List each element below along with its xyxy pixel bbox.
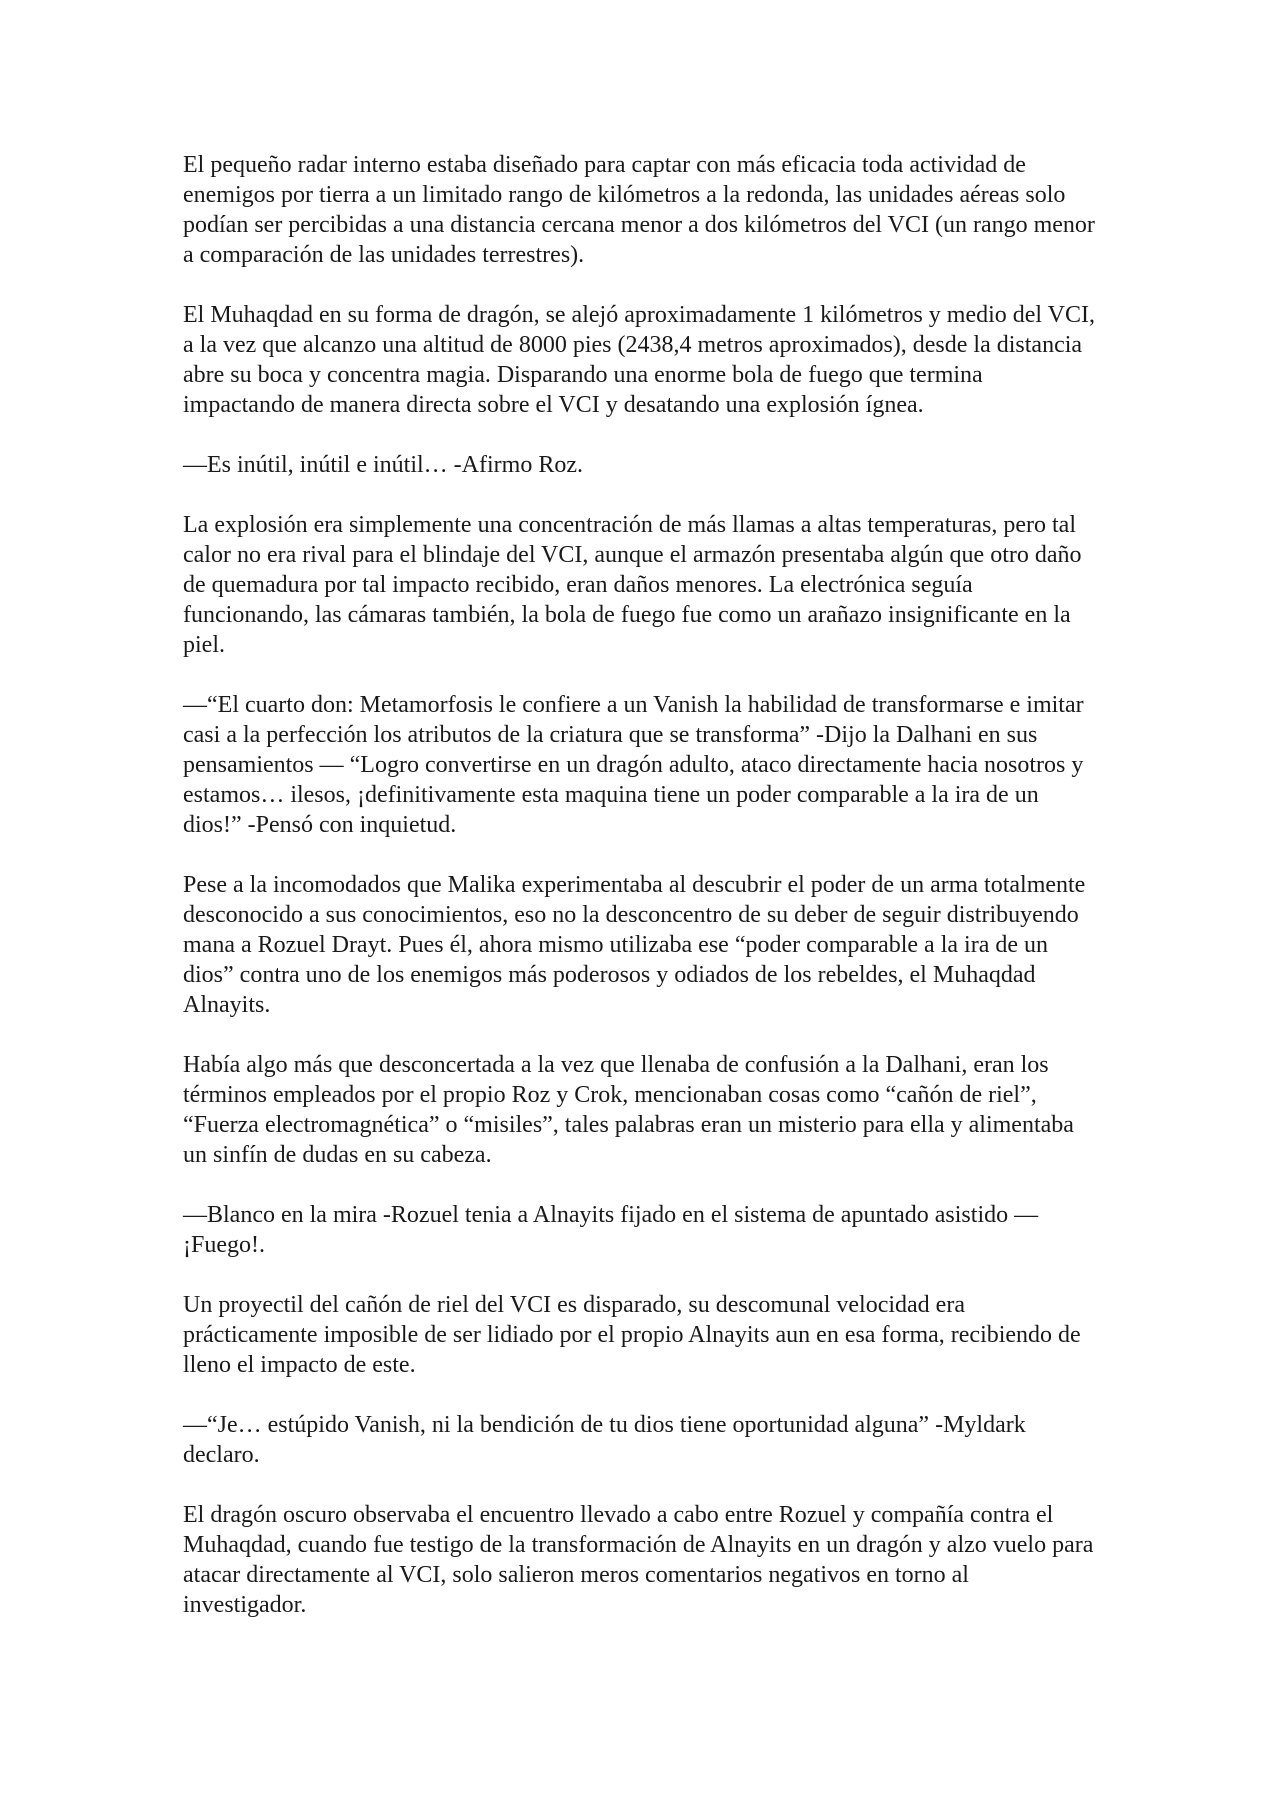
paragraph-roz-dialogue: —Es inútil, inútil e inútil… -Afirmo Roz. — [183, 452, 583, 478]
paragraph-target: —Blanco en la mira -Rozuel tenia a Alnayits fijado en el sistema de apuntado asistido —¡Fuego!. — [183, 1202, 1039, 1258]
paragraph-dark-dragon: El dragón oscuro observaba el encuentro llevado a cabo entre Rozuel y compañía contra el Muhaqdad, cuando fue testigo de la transformación de Alnayits en un dragón y alzo vuelo para atacar directamente al VCI, solo salieron meros comentarios negativos en torno al investigador. — [183, 1502, 1094, 1618]
paragraph-railgun: Un proyectil del cañón de riel del VCI es disparado, su descomunal velocidad era prácticamente imposible de ser lidiado por el propio Alnayits aun en esa forma, recibiendo de lleno el impacto de este. — [183, 1292, 1081, 1378]
paragraph-radar: El pequeño radar interno estaba diseñado para captar con más eficacia toda actividad de enemigos por tierra a un limitado rango de kilómetros a la redonda, las unidades aéreas solo podían ser percibidas a una distancia cercana menor a dos kilómetros del VCI (un rango menor a comparación de las unidades terrestres). — [183, 152, 1095, 268]
paragraph-dragon-attack: El Muhaqdad en su forma de dragón, se alejó aproximadamente 1 kilómetros y medio del VCI, a la vez que alcanzo una altitud de 8000 pies (2438,4 metros aproximados), desde la distancia abre su boca y concentra magia. Disparando una enorme bola de fuego que termina impactando de manera directa sobre el VCI y desatando una explosión ígnea. — [183, 302, 1095, 418]
paragraph-explosion: La explosión era simplemente una concentración de más llamas a altas temperaturas, pero tal calor no era rival para el blindaje del VCI, aunque el armazón presentaba algún que otro daño de quemadura por tal impacto recibido, eran daños menores. La electrónica seguía funcionando, las cámaras también, la bola de fuego fue como un arañazo insignificante en la piel. — [183, 512, 1082, 658]
paragraph-myldark: —“Je… estúpido Vanish, ni la bendición de tu dios tiene oportunidad alguna” -Myldark declaro. — [183, 1412, 1026, 1468]
paragraph-confusion: Había algo más que desconcertada a la vez que llenaba de confusión a la Dalhani, eran los términos empleados por el propio Roz y Crok, mencionaban cosas como “cañón de riel”, “Fuerza electromagnética” o “misiles”, tales palabras eran un misterio para ella y alimentaba un sinfín de dudas en su cabeza. — [183, 1052, 1074, 1168]
paragraph-malika: Pese a la incomodados que Malika experimentaba al descubrir el poder de un arma totalmente desconocido a sus conocimientos, eso no la desconcentro de su deber de seguir distribuyendo mana a Rozuel Drayt. Pues él, ahora mismo utilizaba ese “poder comparable a la ira de un dios” contra uno de los enemigos más poderosos y odiados de los rebeldes, el Muhaqdad Alnayits. — [183, 872, 1086, 1018]
document-page — [183, 150, 1098, 1650]
paragraph-dalhani-thoughts: —“El cuarto don: Metamorfosis le confiere a un Vanish la habilidad de transformarse e imitar casi a la perfección los atributos de la criatura que se transforma” -Dijo la Dalhani en sus pensamientos — “Logro convertirse en un dragón adulto, ataco directamente hacia nosotros y estamos… ilesos, ¡definitivamente esta maquina tiene un poder comparable a la ira de un dios!” -Pensó con inquietud. — [183, 692, 1084, 838]
